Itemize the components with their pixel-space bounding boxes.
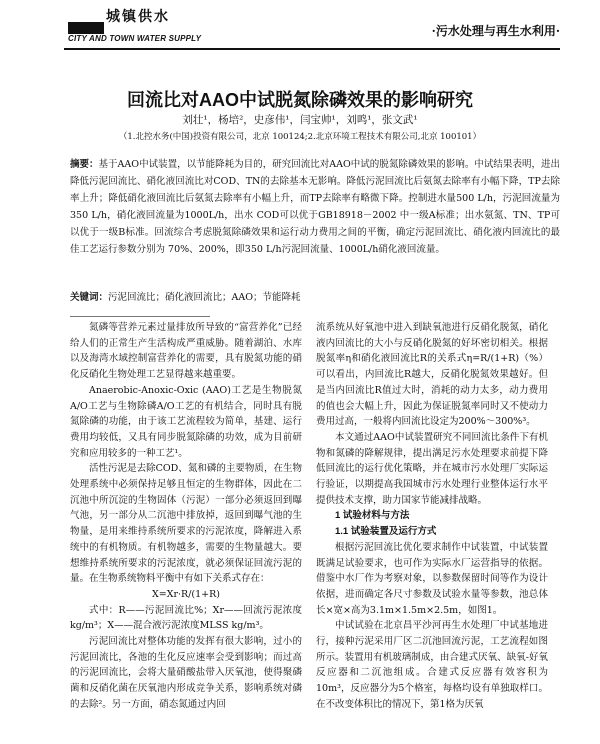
paragraph: 中试试验在北京昌平沙河再生水处理厂中试基地进行，接种污泥采用厂区二沉池回流污泥，工艺流程如图所示。装置用有机玻璃制成，由合建式厌氧、缺氧-好氧反应器和二沉池组成。合建式反应器有效容积为10m³，反应器分为5个格室，每格均设有单独取样口。在不改变体积比的情况下，第1格为厌氧 (316, 620, 548, 710)
keywords-label: 关键词： (70, 292, 109, 303)
abstract (70, 156, 560, 258)
paragraph: Anaerobic-Anoxic-Oxic (AAO)工艺是生物脱氮A/O工艺与生物除磷A/O工艺的有机结合，同时具有脱氮除磷的功能，由于该工艺流程较为简单，基建、运行费用均较低，又具有同步脱氮除磷的功效，成为目前研究和应用较多的一种工艺¹。 (70, 384, 302, 459)
paragraph: 式中：R——污泥回流比%；Xr——回流污泥浓度kg/m³；X——混合液污泥浓度MLSS kg/m³。 (70, 604, 302, 632)
subsection-heading: 1.1 试验装置及运行方式 (335, 526, 437, 538)
body-divider (70, 316, 210, 317)
author-list: 刘壮¹，杨培²，史彦伟¹，闫宝帅¹，刘鸣¹，张文武¹ (182, 114, 418, 126)
equation: X=Xr·R/(1+R) (152, 588, 220, 600)
section-heading: 1 试验材料与方法 (335, 510, 410, 522)
body-column-left (70, 320, 302, 713)
paragraph: 氮磷等营养元素过量排放所导致的“富营养化”已经给人们的正常生产生活构成严重威胁。随着湖泊、水库以及海湾水域控制富营养化的需要，具有脱氮功能的硝化反硝化生物处理工艺显得越来越重要。 (70, 322, 302, 381)
body-column-right (316, 320, 548, 713)
section-label: ·污水处理与再生水利用· (431, 24, 560, 38)
paragraph: 流系统从好氧池中进入到缺氧池进行反硝化脱氮，硝化液内回流比的大小与反硝化脱氮的好坏密切相关。根据脱氮率η和硝化液回流比R的关系式η=R/(1+R)（%）可以看出，内回流比R越大，反硝化脱氮效果越好。但是当内回流比R值过大时，消耗的动力太多，动力费用的值也会大幅上升，因此为保证脱氮率同时又不使动力费用过高，一般将内回流比设定为200%～300%³。 (316, 322, 548, 428)
logo-chinese-text: 城镇供水 (106, 9, 170, 25)
paragraph: 污泥回流比对整体功能的发挥有很大影响，过小的污泥回流比，各池的生化反应速率会受到影响；而过高的污泥回流比，会将大量硝酸盐带入厌氧池，使得聚磷菌和反硝化菌在厌氧池内形成竞争关系，影响系统对磷的去除²。另一方面，硝态氮通过内回 (70, 636, 302, 710)
paragraph: 活性污泥是去除COD、氮和磷的主要物质，在生物处理系统中必须保持足够且恒定的生物群体，因此在二沉池中所沉淀的生物固体（污泥）一部分必须返回到曝气池，另一部分从二沉池中排放掉，返回到曝气池的生物量，是用来维持系统所要求的污泥浓度，降解进入系统中的有机物质。有机物越多，需要的生物量越大。要想维持系统所要求的污泥浓度，就必须保证回流污泥的量。在生物系统物料平衡中有如下关系式存在： (70, 463, 302, 585)
logo-english-text: CITY AND TOWN WATER SUPPLY (68, 34, 202, 43)
header-divider (64, 48, 560, 50)
affiliation: （1.北控水务(中国)投资有限公司，北京 100124;2.北京环境工程技术有限公司,北京 100101） (118, 132, 482, 142)
logo-mark-icon (68, 22, 104, 34)
abstract-label: 摘要： (70, 159, 99, 170)
paragraph: 根据污泥回流比优化要求制作中试装置，中试装置既满足试验要求，也可作为实际水厂运营指导的依据。借鉴中水厂作为考察对象，以参数保留时间等作为设计依据，进而确定各尺寸参数及试验水量等参数，池总体长×宽×高为3.1m×1.5m×2.5m，如图1。 (316, 541, 548, 616)
abstract-text: 基于AAO中试装置，以节能降耗为目的，研究回流比对AAO中试的脱氮除磷效果的影响。中试结果表明，进出降低污泥回流比、硝化液回流比对COD、TN的去除基本无影响。降低污泥回流比后氨氮去除率有小幅下降，TP去除率上升；降低硝化液回流比后氨氮去除率有小幅上升，而TP去除率有略微下降。控制进水量500 L/h，污泥回流量为350 L/h，硝化液回流量为1000L/h，出水 COD可以优于GB18918－2002 中一级A标准；出水氨氮、TN、TP可以优于一级B标准。回流综合考虑脱氮除磷效果和运行动力费用之间的平衡，确定污泥回流比、硝化液内回流比的最佳工艺运行参数分别为 70%、200%，即350 L/h污泥回流量、1000L/h硝化液回流量。 (70, 159, 560, 255)
keywords (70, 290, 560, 306)
keywords-text: 污泥回流比；硝化液回流比；AAO；节能降耗 (108, 292, 301, 303)
paragraph: 本文通过AAO中试装置研究不同回流比条件下有机物和氮磷的降解规律，提出满足污水处理要求前提下降低回流比的运行优化策略，并在城市污水处理厂实际运行验证，以期提高我国城市污水处理行业整体运行水平提供技术支撑，助力国家节能减排战略。 (316, 431, 548, 506)
journal-logo (68, 6, 238, 44)
paper-title: 回流比对AAO中试脱氮除磷效果的影响研究 (127, 90, 473, 110)
